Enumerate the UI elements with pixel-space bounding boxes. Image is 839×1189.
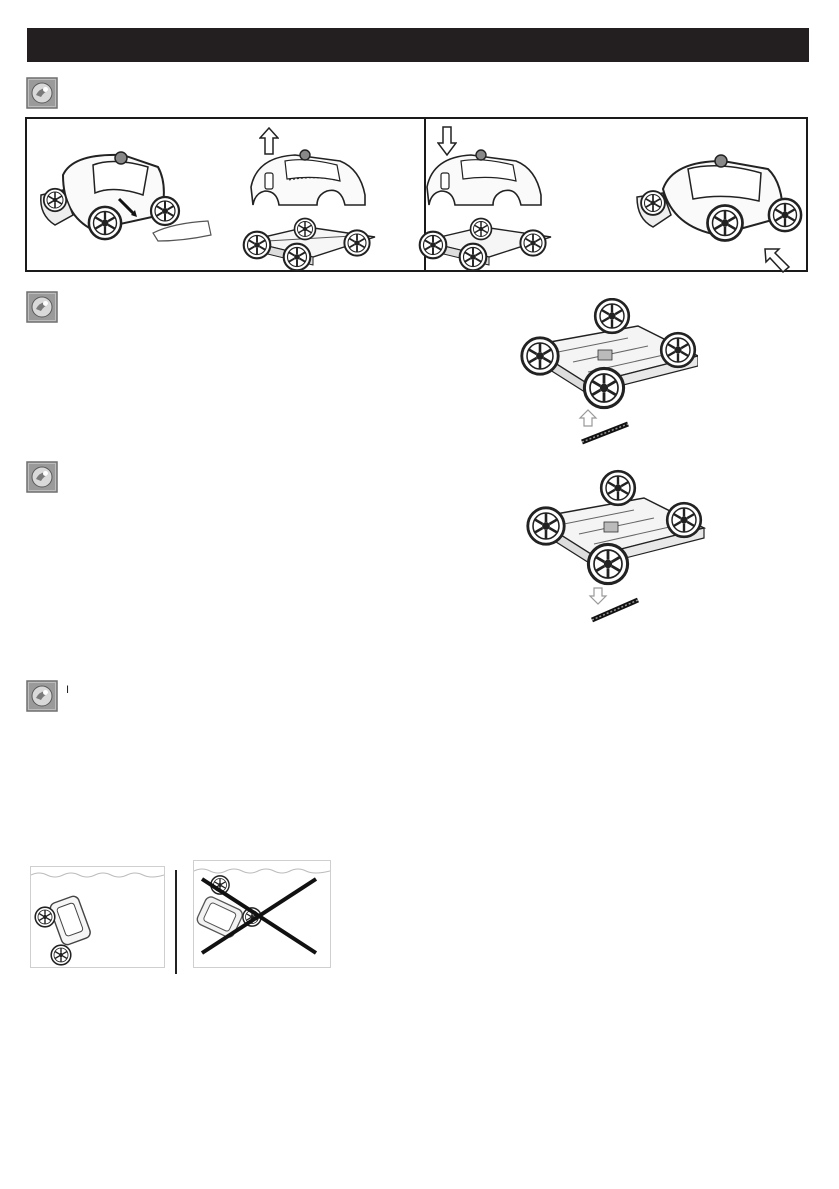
diagram-divider xyxy=(175,870,177,974)
robot-wrong-position-illustration xyxy=(194,861,330,967)
wrench-check-icon xyxy=(26,680,58,712)
wrench-check-icon xyxy=(26,291,58,323)
robot-chassis-illustration-2 xyxy=(413,211,563,273)
arrow-upleft-icon xyxy=(763,247,791,273)
robot-body-lifted-illustration xyxy=(245,147,385,217)
robot-assembled-illustration xyxy=(633,153,803,249)
chassis-brush-insert-illustration xyxy=(518,298,698,448)
robot-on-wall-illustration xyxy=(31,867,164,967)
pool-incorrect-diagram xyxy=(193,860,331,968)
step-label: I xyxy=(66,684,70,696)
robot-chassis-illustration xyxy=(237,211,387,273)
wrench-check-icon xyxy=(26,461,58,493)
section-header-bar xyxy=(27,28,809,62)
chassis-brush-remove-illustration xyxy=(522,468,707,628)
robot-release-illustration xyxy=(33,145,223,245)
disassembly-panel xyxy=(25,117,808,272)
pool-correct-diagram xyxy=(30,866,165,968)
wrench-check-icon xyxy=(26,77,58,109)
robot-body-lowered-illustration xyxy=(421,147,561,217)
